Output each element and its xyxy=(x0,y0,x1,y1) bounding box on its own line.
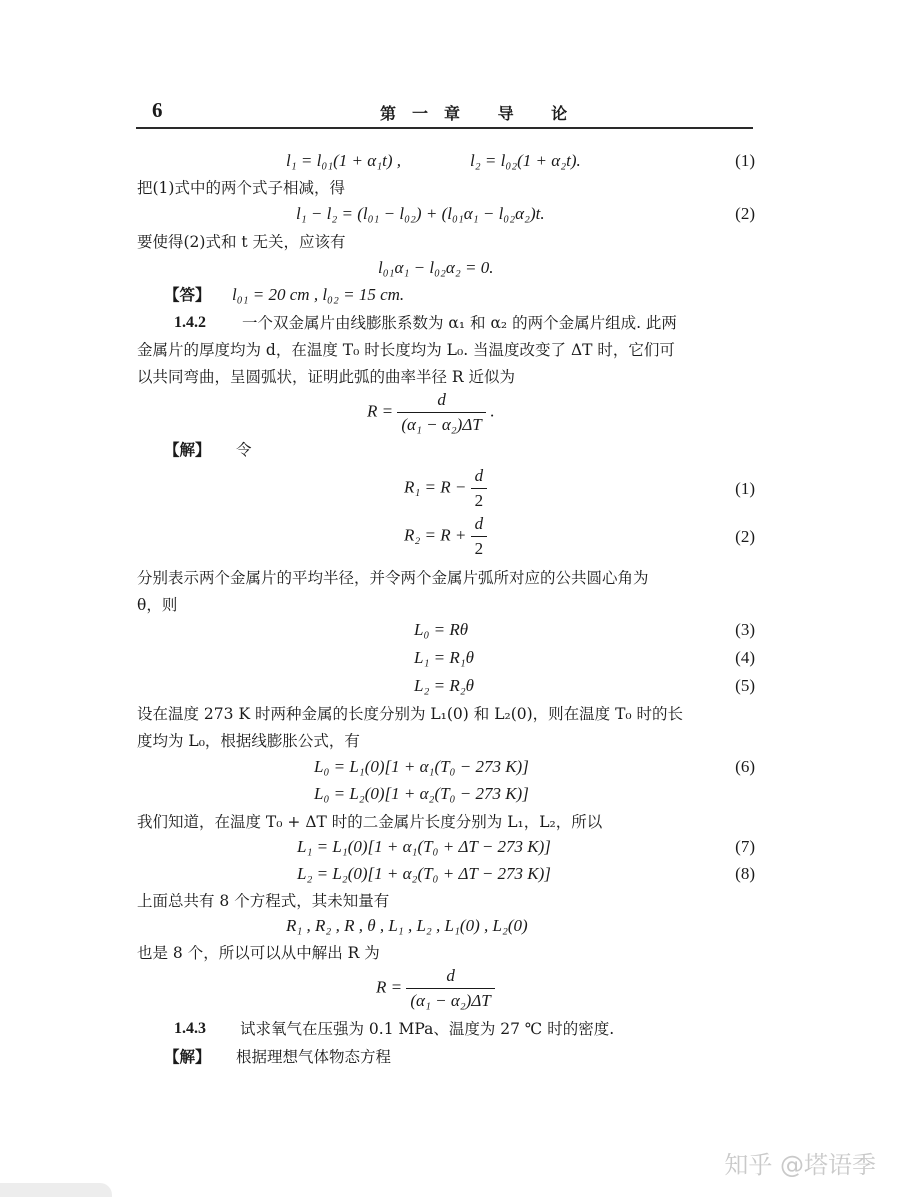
equation-lhs: R₁ = R − xyxy=(404,477,467,497)
fraction-denominator: 2 xyxy=(474,539,484,558)
equation-3: L₀ = Rθ xyxy=(414,620,469,639)
equation-number: (7) xyxy=(735,837,755,856)
equation-number: (5) xyxy=(735,676,755,695)
equation-number: (3) xyxy=(735,620,755,639)
equation-4: L₁ = R₁θ xyxy=(414,648,474,667)
problem-text: 试求氧气在压强为 0.1 MPa、温度为 27 ℃ 时的密度. xyxy=(240,1020,615,1038)
fraction-denominator: (α₁ − α₂)ΔT xyxy=(401,415,482,434)
answer-value: l₀₁ = 20 cm , l₀₂ = 15 cm. xyxy=(232,285,405,304)
text-line: 令 xyxy=(236,441,252,459)
problem-number: 1.4.2 xyxy=(174,314,206,331)
text-line: 要使得(2)式和 t 无关，应该有 xyxy=(137,233,346,251)
equation-number: (2) xyxy=(735,204,755,223)
corner-overlay xyxy=(0,1183,112,1197)
fraction xyxy=(406,966,494,1011)
fraction-denominator: 2 xyxy=(474,491,484,510)
fraction-numerator: d xyxy=(471,514,488,537)
text-line: 根据理想气体物态方程 xyxy=(236,1048,392,1066)
equation-lhs: R₂ = R + xyxy=(404,525,467,545)
fraction-numerator: d xyxy=(406,966,494,989)
equation-6b: L₀ = L₂(0)[1 + α₂(T₀ − 273 K)] xyxy=(314,784,529,803)
equation-1b: l₂ = l₀₂(1 + α₂t). xyxy=(470,151,581,170)
text-line: 把(1)式中的两个式子相减，得 xyxy=(137,179,345,197)
solution-tag: 【解】 xyxy=(164,1047,211,1066)
equation-5: L₂ = R₂θ xyxy=(414,676,474,695)
equation-1a: l₁ = l₀₁(1 + α₁t) , xyxy=(286,151,401,170)
equation-lhs: R = xyxy=(376,977,403,997)
equation-number: (8) xyxy=(735,864,755,883)
equation-8: L₂ = L₂(0)[1 + α₂(T₀ + ΔT − 273 K)] xyxy=(297,864,551,883)
equation-7: L₁ = L₁(0)[1 + α₁(T₀ + ΔT − 273 K)] xyxy=(297,837,551,856)
equation-r2 xyxy=(404,514,487,559)
problem-number: 1.4.3 xyxy=(174,1020,206,1037)
page-number: 6 xyxy=(152,98,163,122)
equation-number: (1) xyxy=(735,479,755,498)
period: . xyxy=(490,401,495,421)
equation-condition: l₀₁α₁ − l₀₂α₂ = 0. xyxy=(378,258,494,277)
answer-tag: 【答】 xyxy=(164,285,211,304)
text-line: 也是 8 个，所以可以从中解出 R 为 xyxy=(137,944,380,962)
fraction xyxy=(471,466,488,511)
fraction xyxy=(397,390,485,435)
equation-number: (2) xyxy=(735,527,755,546)
text-line: 我们知道，在温度 T₀ + ΔT 时的二金属片长度分别为 L₁，L₂，所以 xyxy=(137,813,603,831)
watermark: 知乎 @塔语季 xyxy=(724,1151,876,1179)
equation-lhs: R = xyxy=(367,401,394,421)
equation-2: l₁ − l₂ = (l₀₁ − l₀₂) + (l₀₁α₁ − l₀₂α₂)t. xyxy=(296,204,545,223)
problem-text: 金属片的厚度均为 d，在温度 T₀ 时长度均为 L₀. 当温度改变了 ΔT 时，它们可 xyxy=(137,341,675,359)
fraction xyxy=(471,514,488,559)
header-rule xyxy=(136,127,753,129)
equation-number: (1) xyxy=(735,151,755,170)
text-line: 分别表示两个金属片的平均半径，并令两个金属片弧所对应的公共圆心角为 xyxy=(137,569,649,587)
fraction-denominator: (α₁ − α₂)ΔT xyxy=(410,991,491,1010)
equation-radius-final xyxy=(376,966,495,1011)
equation-radius xyxy=(367,390,494,435)
fraction-numerator: d xyxy=(397,390,485,413)
problem-text: 一个双金属片由线膨胀系数为 α₁ 和 α₂ 的两个金属片组成. 此两 xyxy=(242,314,677,332)
text-line: θ，则 xyxy=(137,596,178,614)
equation-number: (6) xyxy=(735,757,755,776)
text-line: 上面总共有 8 个方程式，其未知量有 xyxy=(137,892,390,910)
running-head: 第一章 导 论 xyxy=(380,104,584,123)
fraction-numerator: d xyxy=(471,466,488,489)
text-line: 度均为 L₀，根据线膨胀公式，有 xyxy=(137,732,360,750)
problem-text: 以共同弯曲，呈圆弧状，证明此弧的曲率半径 R 近似为 xyxy=(137,368,516,386)
equation-r1 xyxy=(404,466,487,511)
equation-number: (4) xyxy=(735,648,755,667)
equation-unknowns: R₁ , R₂ , R , θ , L₁ , L₂ , L₁(0) , L₂(0) xyxy=(286,916,528,935)
equation-6a: L₀ = L₁(0)[1 + α₁(T₀ − 273 K)] xyxy=(314,757,529,776)
solution-tag: 【解】 xyxy=(164,440,211,459)
text-line: 设在温度 273 K 时两种金属的长度分别为 L₁(0) 和 L₂(0)，则在温度 T₀ 时的长 xyxy=(137,705,684,723)
